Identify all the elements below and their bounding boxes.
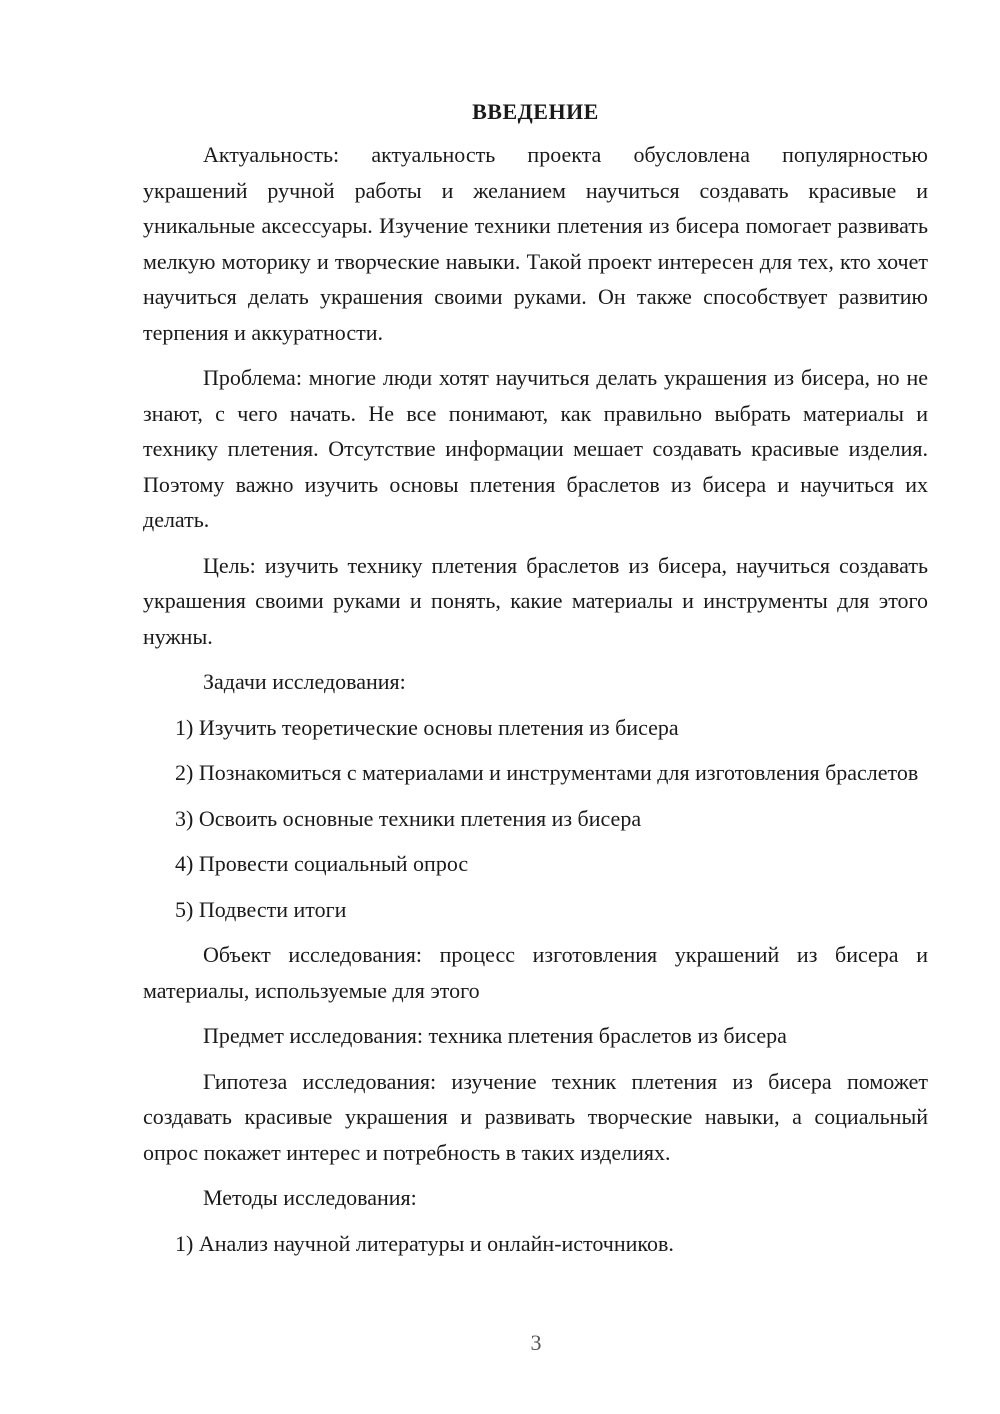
methods-heading: Методы исследования:	[203, 1185, 417, 1210]
method-item: 1) Анализ научной литературы и онлайн-источников.	[175, 1230, 674, 1256]
relevance-paragraph: Актуальность: актуальность проекта обусловлена популярностью украшений ручной работы и желанием научиться создавать красивые и уникальные аксессуары. Изучение техники плетения из бисера помогает развивать мелкую моторику и творческие навыки. Такой проект интересен для тех, кто хочет научиться делать украшения своими руками. Он также способствует развитию терпения и аккуратности.	[143, 142, 928, 345]
tasks-heading: Задачи исследования:	[203, 669, 406, 694]
task-item: 5) Подвести итоги	[175, 896, 347, 922]
page-number: 3	[530, 1330, 542, 1355]
task-item: 2) Познакомиться с материалами и инструментами для изготовления браслетов	[175, 760, 919, 785]
goal-paragraph: Цель: изучить технику плетения браслетов из бисера, научиться создавать украшения своими руками и понять, какие материалы и инструменты для этого нужны.	[143, 552, 928, 649]
subject-paragraph: Предмет исследования: техника плетения браслетов из бисера	[203, 1023, 787, 1048]
task-item: 1) Изучить теоретические основы плетения из бисера	[175, 714, 679, 740]
task-item: 3) Освоить основные техники плетения из бисера	[175, 805, 642, 831]
document-title: ВВЕДЕНИЕ	[472, 99, 599, 124]
object-paragraph: Объект исследования: процесс изготовления украшений из бисера и материалы, используемые для этого	[143, 942, 928, 1003]
task-item: 4) Провести социальный опрос	[175, 851, 469, 876]
problem-paragraph: Проблема: многие люди хотят научиться делать украшения из бисера, но не знают, с чего начать. Не все понимают, как правильно выбрать материалы и технику плетения. Отсутствие информации мешает создавать красивые изделия. Поэтому важно изучить основы плетения браслетов из бисера и научиться их делать.	[143, 365, 928, 532]
document-page	[143, 94, 928, 1271]
hypothesis-paragraph: Гипотеза исследования: изучение техник плетения из бисера поможет создавать красивые украшения и развивать творческие навыки, а социальный опрос покажет интерес и потребность в таких изделиях.	[143, 1068, 928, 1165]
